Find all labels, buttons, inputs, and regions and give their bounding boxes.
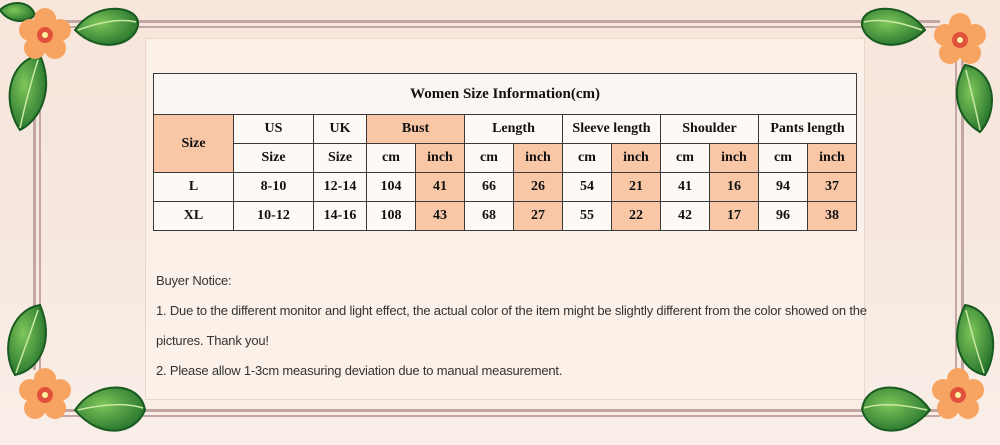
unit-inch: inch [808,144,857,173]
flower-icon [932,368,984,419]
header-length: Length [465,115,563,144]
cell-uk: 12-14 [314,173,367,202]
cell-us: 10-12 [234,202,314,231]
cell-pants-inch: 38 [808,202,857,231]
leaf-icon [75,388,145,431]
header-uk-bottom: Size [314,144,367,173]
cell-bust-inch: 41 [416,173,465,202]
cell-shoulder-cm: 42 [661,202,710,231]
notice-line-2: 2. Please allow 1-3cm measuring deviation due to manual measurement. [156,363,563,378]
table-title: Women Size Information(cm) [154,74,857,115]
cell-sleeve-inch: 21 [612,173,661,202]
unit-inch: inch [710,144,759,173]
cell-sleeve-cm: 55 [563,202,612,231]
cell-shoulder-cm: 41 [661,173,710,202]
header-size: Size [154,115,234,173]
leaf-icon [957,305,993,375]
header-sleeve: Sleeve length [563,115,661,144]
frame-top-line [60,20,940,23]
cell-pants-inch: 37 [808,173,857,202]
unit-cm: cm [563,144,612,173]
cell-length-cm: 68 [465,202,514,231]
cell-bust-inch: 43 [416,202,465,231]
frame-top-line-inner [60,26,940,28]
cell-length-inch: 26 [514,173,563,202]
unit-inch: inch [612,144,661,173]
cell-sleeve-inch: 22 [612,202,661,231]
cell-length-inch: 27 [514,202,563,231]
unit-cm: cm [759,144,808,173]
leaf-cluster-bottom-left [0,300,150,445]
notice-line-1-continued: pictures. Thank you! [156,333,269,348]
table-row [154,202,857,231]
leaf-cluster-bottom-right [860,300,1000,445]
cell-size: L [154,173,234,202]
cell-sleeve-cm: 54 [563,173,612,202]
header-uk-top: UK [314,115,367,144]
cell-bust-cm: 104 [367,173,416,202]
frame-bottom-line-inner [60,415,940,417]
cell-pants-cm: 94 [759,173,808,202]
unit-inch: inch [514,144,563,173]
header-pants: Pants length [759,115,857,144]
header-us-top: US [234,115,314,144]
header-bust: Bust [367,115,465,144]
leaf-icon [10,55,46,130]
cell-pants-cm: 96 [759,202,808,231]
unit-inch: inch [416,144,465,173]
leaf-cluster-top-left [0,0,150,135]
table-row [154,173,857,202]
leaf-icon [75,9,138,45]
leaf-icon [862,9,925,45]
leaf-icon [862,388,930,431]
unit-cm: cm [661,144,710,173]
frame-bottom-line [60,409,940,412]
notice-line-1: 1. Due to the different monitor and light effect, the actual color of the item might be slightly different from the color showed on the [156,303,867,318]
flower-icon [934,13,986,64]
cell-us: 8-10 [234,173,314,202]
header-us-bottom: Size [234,144,314,173]
cell-uk: 14-16 [314,202,367,231]
leaf-icon [8,305,46,375]
buyer-notice [156,266,867,386]
flower-icon [19,368,71,419]
unit-cm: cm [367,144,416,173]
leaf-icon [0,3,35,21]
header-shoulder: Shoulder [661,115,759,144]
unit-cm: cm [465,144,514,173]
cell-bust-cm: 108 [367,202,416,231]
cell-shoulder-inch: 17 [710,202,759,231]
size-table [153,73,857,231]
cell-length-cm: 66 [465,173,514,202]
cell-size: XL [154,202,234,231]
notice-heading: Buyer Notice: [156,273,232,288]
cell-shoulder-inch: 16 [710,173,759,202]
leaf-cluster-top-right [860,0,1000,135]
leaf-icon [957,65,992,132]
